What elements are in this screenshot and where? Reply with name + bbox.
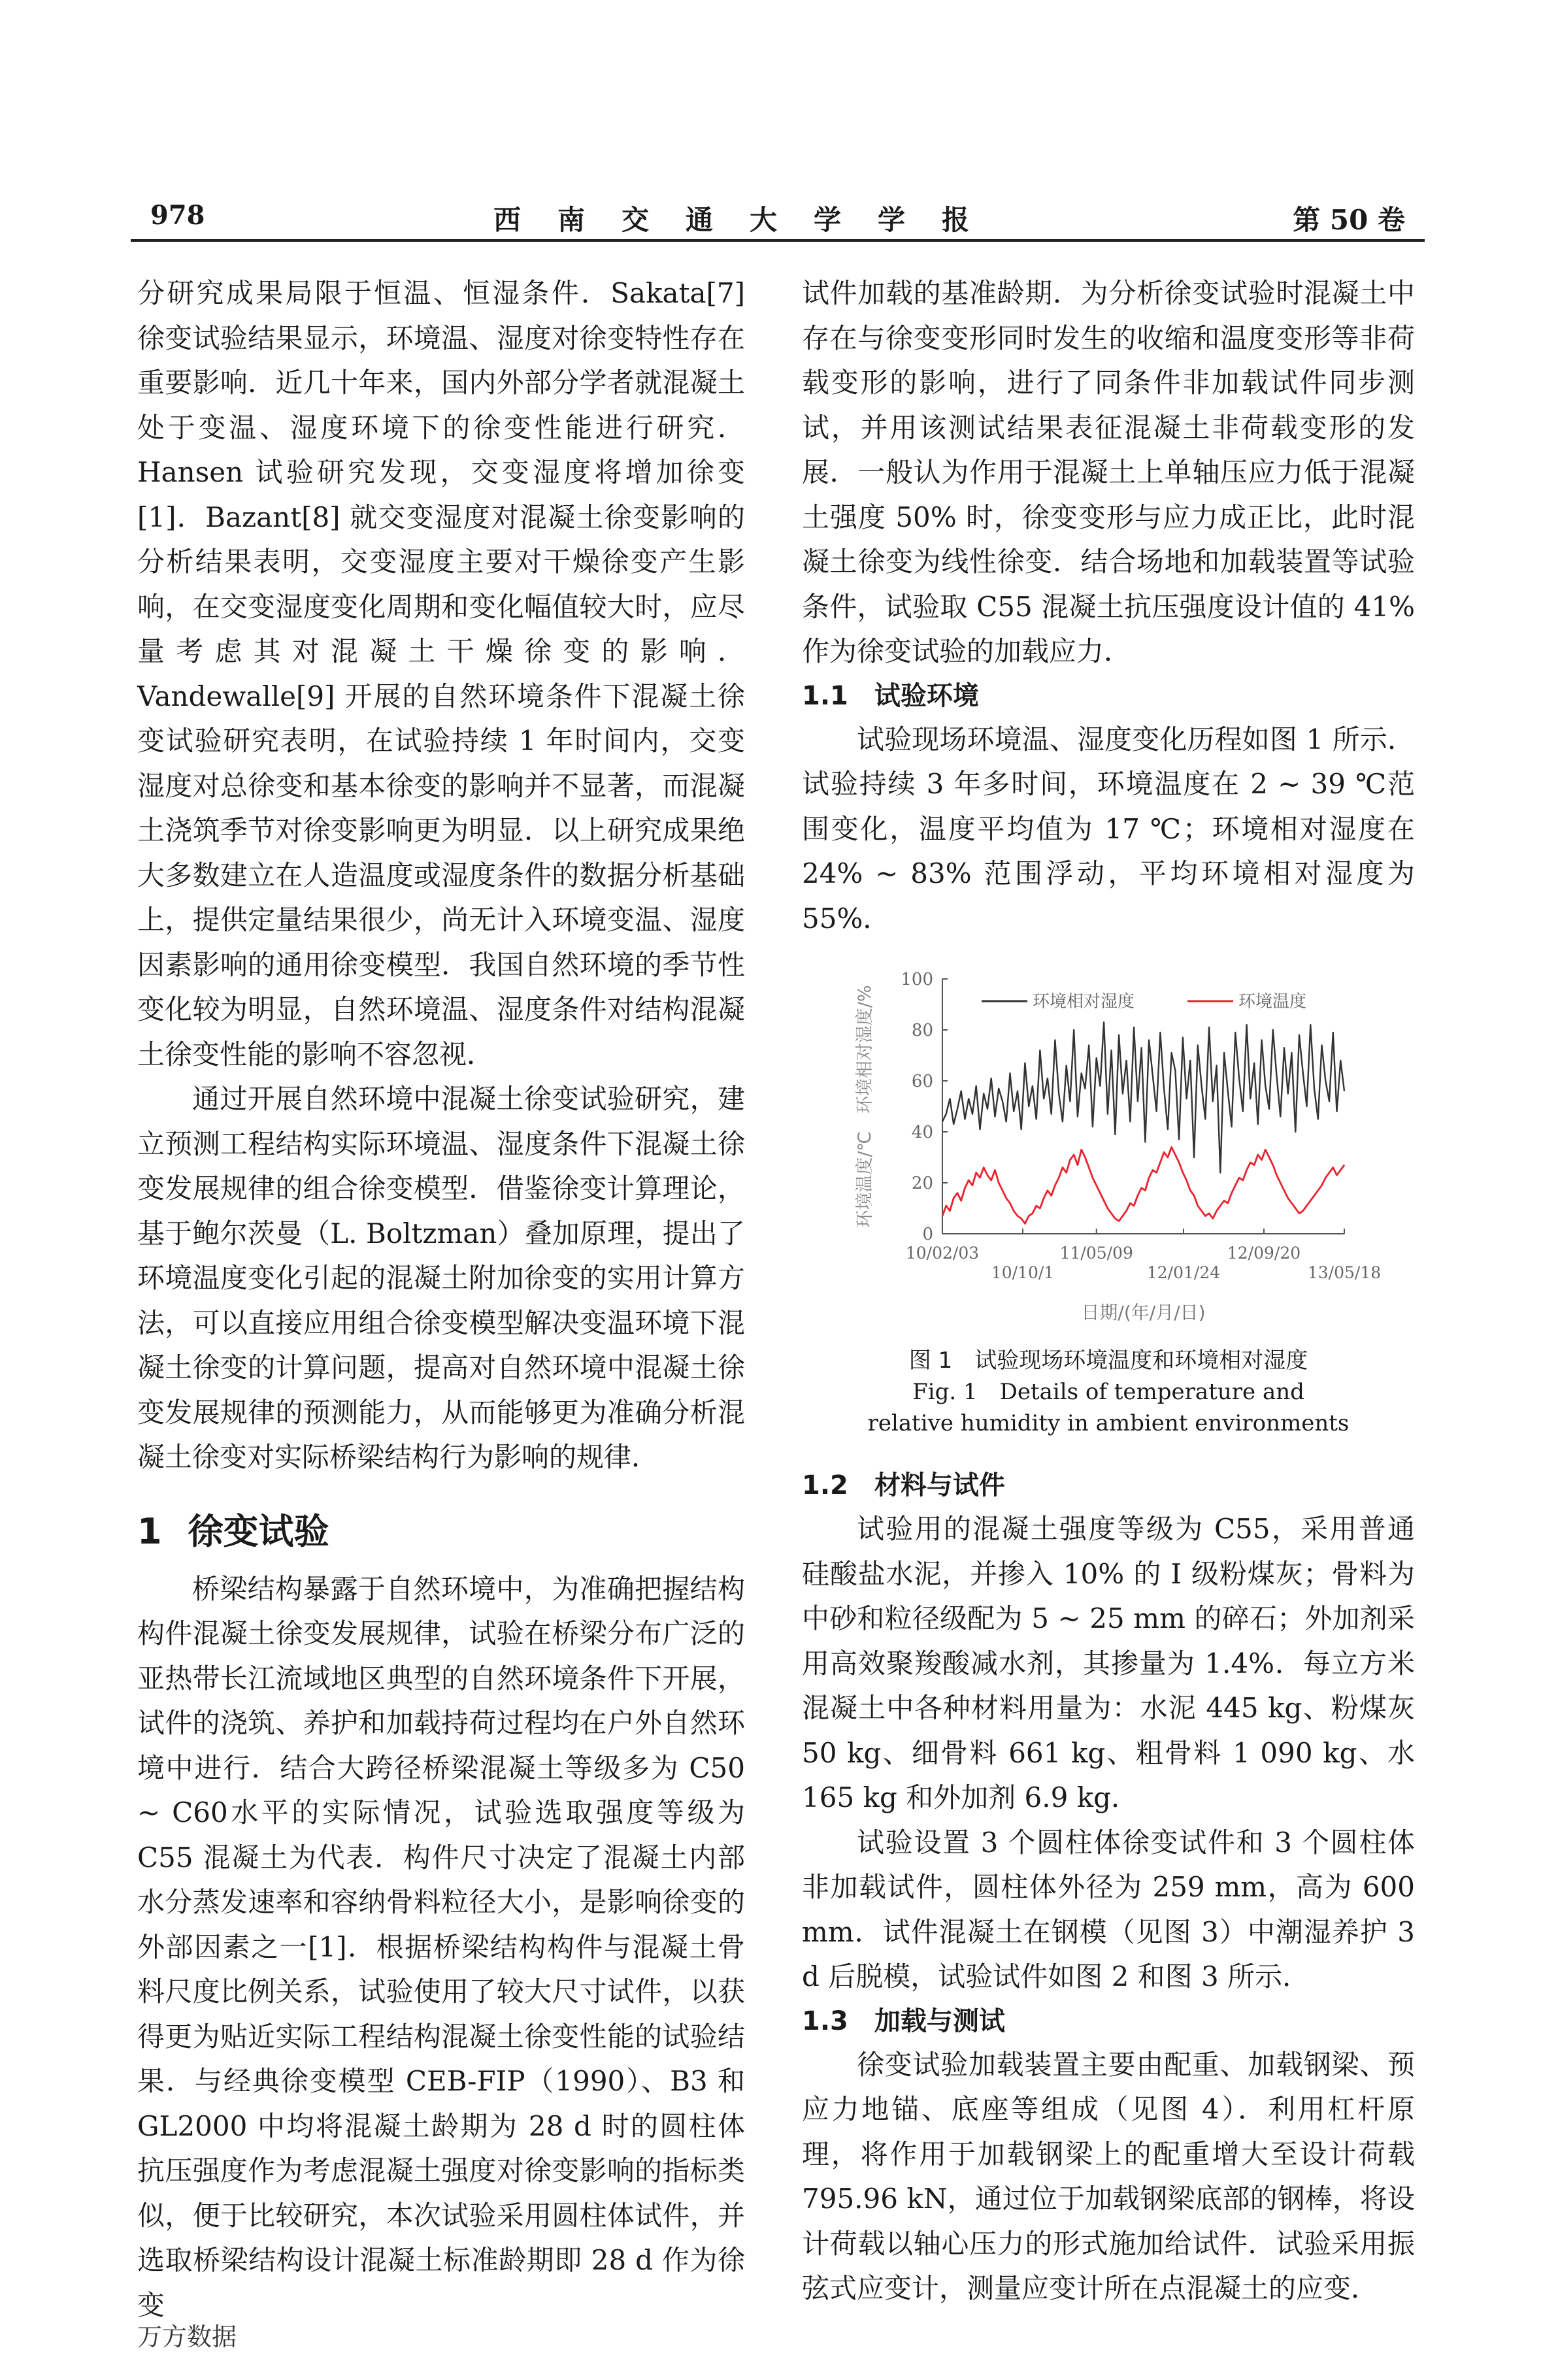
paragraph: 通过开展自然环境中混凝土徐变试验研究，建立预测工程结构实际环境温、湿度条件下混凝土徐变发展规律的组合徐变模型．借鉴徐变计算理论，基于鲍尔茨曼（L. Boltzman）叠加原理，提出了环境温度变化引起的混凝土附加徐变的实用计算方法，可以直接应用组合徐变模型解决变温环境下混凝土徐变的计算问题，提高对自然环境中混凝土徐变发展规律的预测能力，从而能够更为准确分析混凝土徐变对实际桥梁结构行为影响的规律．	[137, 1083, 745, 1473]
running-header	[131, 196, 1425, 242]
page-number: 978	[150, 200, 205, 231]
left-column	[137, 271, 745, 2328]
figure-caption-en: Fig. 1 Details of temperature and	[912, 1379, 1304, 1405]
footer-watermark: 万方数据	[137, 2322, 237, 2351]
paragraph: 试验设置 3 个圆柱体徐变试件和 3 个圆柱体非加载试件，圆柱体外径为 259 mm，高为 600 mm．试件混凝土在钢模（见图 3）中潮湿养护 3 d 后脱模，试验试件如图 2 和图 3 所示．	[802, 1826, 1415, 1992]
y-tick-label: 40	[911, 1123, 933, 1142]
y-tick-label: 100	[901, 970, 933, 989]
y-tick-label: 20	[911, 1174, 933, 1193]
x-tick-label: 12/01/24	[1146, 1263, 1221, 1282]
paragraph: 分研究成果局限于恒温、恒湿条件．Sakata[7] 徐变试验结果显示，环境温、湿度对徐变特性存在重要影响．近几十年来，国内外部分学者就混凝土处于变温、湿度环境下的徐变性能进行研究．Hansen 试验研究发现，交变湿度将增加徐变[1]．Bazant[8] 就交变湿度对混凝土徐变影响的分析结果表明，交变湿度主要对干燥徐变产生影响，在交变湿度变化周期和变化幅值较大时，应尽量考虑其对混凝土干燥徐变的影响．Vandewalle[9] 开展的自然环境条件下混凝土徐变试验研究表明，在试验持续 1 年时间内，交变湿度对总徐变和基本徐变的影响并不显著，而混凝土浇筑季节对徐变影响更为明显．以上研究成果绝大多数建立在人造温度或湿度条件的数据分析基础上，提供定量结果很少，尚无计入环境变温、湿度因素影响的通用徐变模型．我国自然环境的季节性变化较为明显，自然环境温、湿度条件对结构混凝土徐变性能的影响不容忽视．	[137, 277, 745, 1070]
temperature-series-line	[942, 1147, 1344, 1223]
subsection-title: 材料与试件	[874, 1470, 1005, 1500]
subsection-title: 试验环境	[874, 680, 979, 711]
subsection-number: 1.1	[802, 680, 848, 711]
subsection-number: 1.3	[802, 2006, 848, 2036]
paragraph: 徐变试验加载装置主要由配重、加载钢梁、预应力地锚、底座等组成（见图 4）．利用杠杆原理，将作用于加载钢梁上的配重增大至设计荷载 795.96 kN，通过位于加载钢梁底部的钢棒，将设计荷载以轴心压力的形式施加给试件．试验采用振弦式应变计，测量应变计所在点混凝土的应变．	[802, 2048, 1415, 2304]
y-tick-label: 80	[911, 1021, 933, 1040]
x-tick-label: 12/09/20	[1227, 1244, 1301, 1263]
section-number: 1	[137, 1510, 162, 1552]
x-axis-label: 日期/(年/月/日)	[1081, 1302, 1206, 1323]
section-title: 徐变试验	[188, 1510, 329, 1552]
humidity-series-line	[942, 1022, 1344, 1172]
x-tick-label: 11/05/09	[1059, 1244, 1133, 1263]
header-rule	[131, 239, 1425, 242]
y-tick-label: 60	[911, 1072, 933, 1091]
paragraph: 桥梁结构暴露于自然环境中，为准确把握结构构件混凝土徐变发展规律，试验在桥梁分布广泛的亚热带长江流域地区典型的自然环境条件下开展，试件的浇筑、养护和加载持荷过程均在户外自然环境中进行．结合大跨径桥梁混凝土等级多为 C50 ~ C60水平的实际情况，试验选取强度等级为 C55 混凝土为代表．构件尺寸决定了混凝土内部水分蒸发速率和容纳骨料粒径大小，是影响徐变的外部因素之一[1]．根据桥梁结构构件与混凝土骨料尺度比例关系，试验使用了较大尺寸试件，以获得更为贴近实际工程结构混凝土徐变性能的试验结果．与经典徐变模型 CEB-FIP（1990）、B3 和 GL2000 中均将混凝土龄期为 28 d 时的圆柱体抗压强度作为考虑混凝土强度对徐变影响的指标类似，便于比较研究，本次试验采用圆柱体试件，并选取桥梁结构设计混凝土标准龄期即 28 d 作为徐变	[137, 1572, 745, 2321]
right-column	[802, 271, 1415, 2311]
x-tick-label: 10/10/1	[991, 1263, 1055, 1282]
volume-label: 第 50 卷	[1293, 204, 1405, 236]
figure-1	[802, 953, 1415, 1455]
figure-caption-cn: 图 1 试验现场环境温度和环境相对湿度	[908, 1347, 1308, 1374]
y-tick-label: 0	[922, 1225, 933, 1244]
journal-title: 西南交通大学学报	[493, 204, 1006, 236]
paragraph: 试验用的混凝土强度等级为 C55，采用普通硅酸盐水泥，并掺入 10% 的 Ⅰ 级粉煤灰；骨料为中砂和粒径级配为 5 ~ 25 mm 的碎石；外加剂采用高效聚羧酸减水剂，其掺量为 1.4%．每立方米混凝土中各种材料用量为：水泥 445 kg、粉煤灰 50 kg、细骨料 661 kg、粗骨料 1 090 kg、水 165 kg 和外加剂 6.9 kg．	[802, 1513, 1415, 1813]
figure-caption-en: relative humidity in ambient environments	[867, 1410, 1350, 1436]
legend-label-temperature: 环境温度	[1238, 992, 1307, 1012]
subsection-heading	[802, 674, 1415, 718]
subsection-heading	[802, 1464, 1415, 1507]
paragraph: 试件加载的基准龄期．为分析徐变试验时混凝土中存在与徐变变形同时发生的收缩和温度变形等非荷载变形的影响，进行了同条件非加载试件同步测试，并用该测试结果表征混凝土非荷载变形的发展．一般认为作用于混凝土上单轴压应力低于混凝土强度 50% 时，徐变变形与应力成正比，此时混凝土徐变为线性徐变．结合场地和加载装置等试验条件，试验取 C55 混凝土抗压强度设计值的 41% 作为徐变试验的加载应力．	[802, 277, 1415, 667]
section-heading	[137, 1504, 745, 1554]
subsection-number: 1.2	[802, 1470, 848, 1500]
x-tick-label: 13/05/18	[1307, 1263, 1382, 1282]
y-axis-label: 环境温度/℃ 环境相对湿度/%	[855, 985, 875, 1228]
temp-humidity-chart	[802, 953, 1415, 1345]
paragraph: 试验现场环境温、湿度变化历程如图 1 所示．试验持续 3 年多时间，环境温度在 2 ~ 39 ℃范围变化，温度平均值为 17 ℃；环境相对湿度在 24% ~ 83% 范围浮动，平均环境相对湿度为 55%．	[802, 723, 1415, 934]
subsection-title: 加载与测试	[874, 2006, 1005, 2036]
legend-label-humidity: 环境相对湿度	[1033, 992, 1135, 1012]
subsection-heading	[802, 2000, 1415, 2043]
x-tick-label: 10/02/03	[905, 1244, 980, 1263]
